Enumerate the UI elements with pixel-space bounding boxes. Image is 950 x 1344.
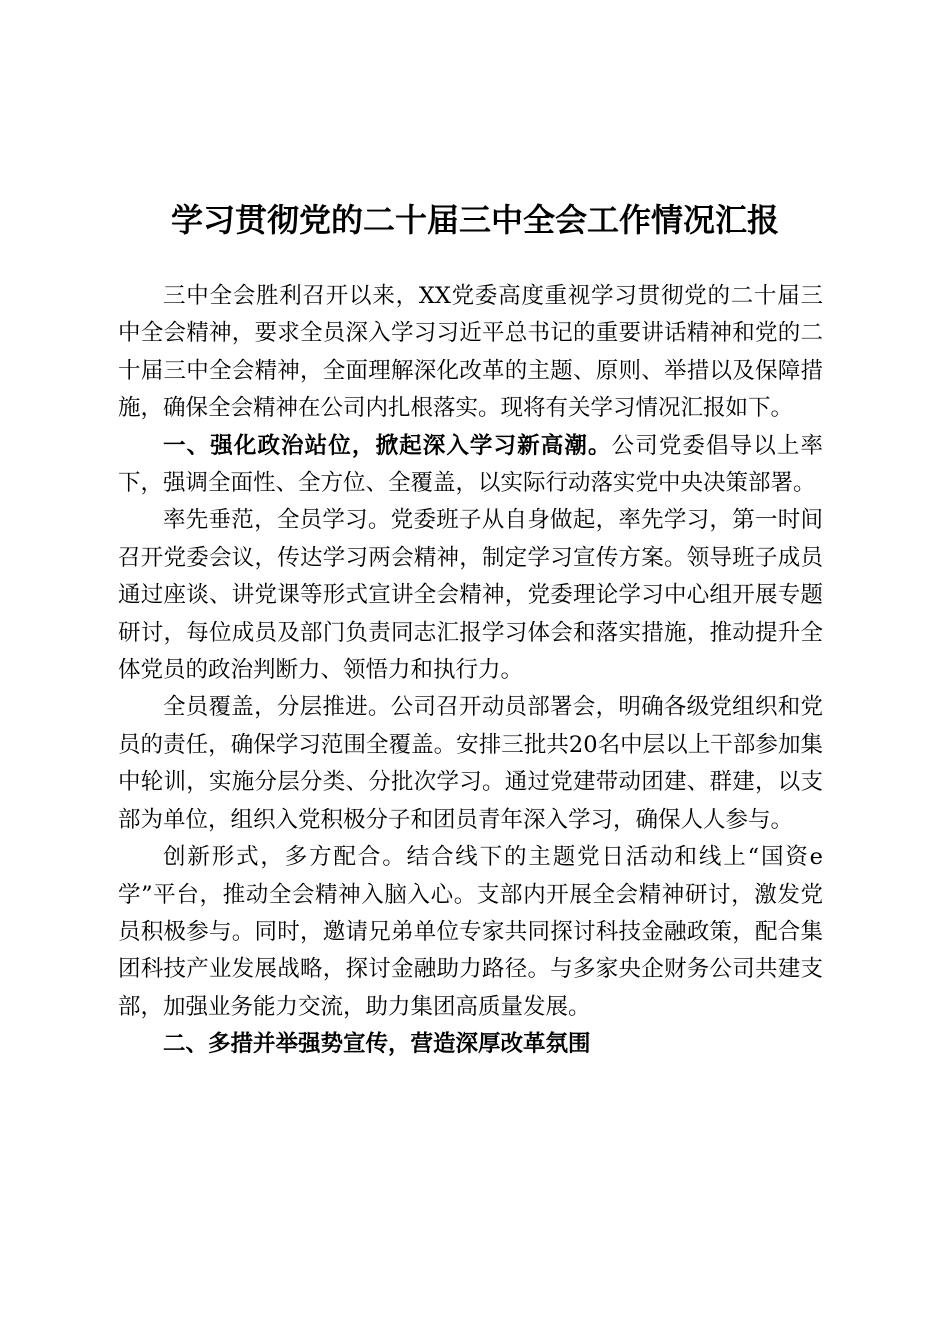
paragraph-text: 创新形式，多方配合。结合线下的主题党日活动和线上“国资e学”平台，推动全会精神入脑入心。支部内开展全会精神研讨，激发党员积极参与。同时，邀请兄弟单位专家共同探讨科技金融政策，配合集团科技产业发展战略，探讨金融助力路径。与多家央企财务公司共建支部，加强业务能力交流，助力集团高质量发展。 <box>118 844 823 1020</box>
document-body <box>118 278 823 1064</box>
paragraph-text: 三中全会胜利召开以来，XX党委高度重视学习贯彻党的二十届三中全会精神，要求全员深入学习习近平总书记的重要讲话精神和党的二十届三中全会精神，全面理解深化改革的主题、原则、举措以及保障措施，确保全会精神在公司内扎根落实。现将有关学习情况汇报如下。 <box>118 283 823 422</box>
paragraph-full-coverage <box>118 689 823 839</box>
paragraph-intro <box>118 278 823 428</box>
section-heading-two <box>118 1026 823 1063</box>
paragraph-innovative-forms <box>118 839 823 1026</box>
paragraph-text: 全员覆盖，分层推进。公司召开动员部署会，明确各级党组织和党员的责任，确保学习范围全覆盖。安排三批共20名中层以上干部参加集中轮训，实施分层分类、分批次学习。通过党建带动团建、群建，以支部为单位，组织入党积极分子和团员青年深入学习，确保人人参与。 <box>118 694 823 833</box>
paragraph-lead-by-example <box>118 502 823 689</box>
paragraph-section-one <box>118 428 823 503</box>
paragraph-text: 率先垂范，全员学习。党委班子从自身做起，率先学习，第一时间召开党委会议，传达学习两会精神，制定学习宣传方案。领导班子成员通过座谈、讲党课等形式宣讲全会精神，党委理论学习中心组开展专题研讨，每位成员及部门负责同志汇报学习体会和落实措施，推动提升全体党员的政治判断力、领悟力和执行力。 <box>118 507 823 684</box>
document-title: 学习贯彻党的二十届三中全会工作情况汇报 <box>170 201 779 239</box>
paragraph-text: 公司党委倡导以上率下，强调全面性、全方位、全覆盖，以实际行动落实党中央决策部署。 <box>118 432 823 497</box>
section-heading-text: 二、多措并举强势宣传，营造深厚改革氛围 <box>163 1031 591 1058</box>
section-heading-one: 一、强化政治站位，掀起深入学习新高潮。 <box>163 432 612 459</box>
